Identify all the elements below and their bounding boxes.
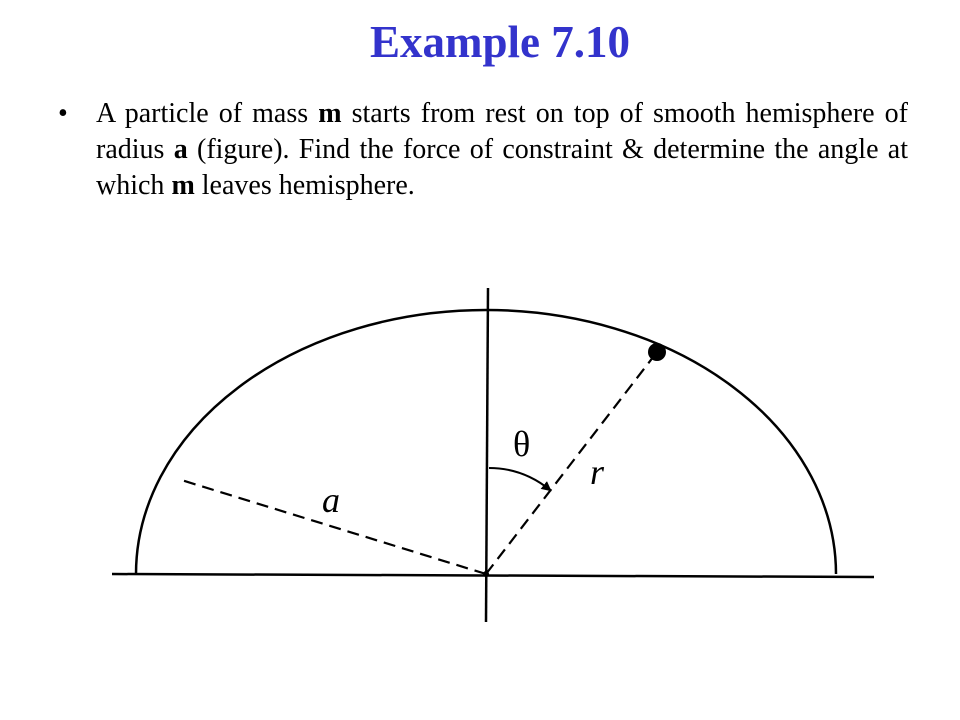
theta-arrow xyxy=(489,468,550,490)
slide-title: Example 7.10 xyxy=(369,17,630,67)
ground-line xyxy=(112,574,874,577)
radius-r-line xyxy=(486,352,657,574)
a-label: a xyxy=(322,480,340,520)
statement-text-2: starts from rest on top of smooth hemisphere of radius xyxy=(96,98,908,165)
statement-text-1: A particle of mass xyxy=(96,98,319,129)
mass-symbol-2: m xyxy=(171,170,195,201)
statement-text-3: (figure). Find the force of constraint & determine the angle at which xyxy=(96,134,908,201)
origin-dot xyxy=(483,571,489,577)
theta-label: θ xyxy=(513,424,531,464)
particle-dot xyxy=(648,343,666,361)
statement-text-4: leaves hemisphere. xyxy=(194,170,415,201)
radius-symbol: a xyxy=(173,134,188,165)
bullet-marker: • xyxy=(58,98,68,129)
r-label: r xyxy=(590,452,605,492)
mass-symbol: m xyxy=(318,98,342,129)
